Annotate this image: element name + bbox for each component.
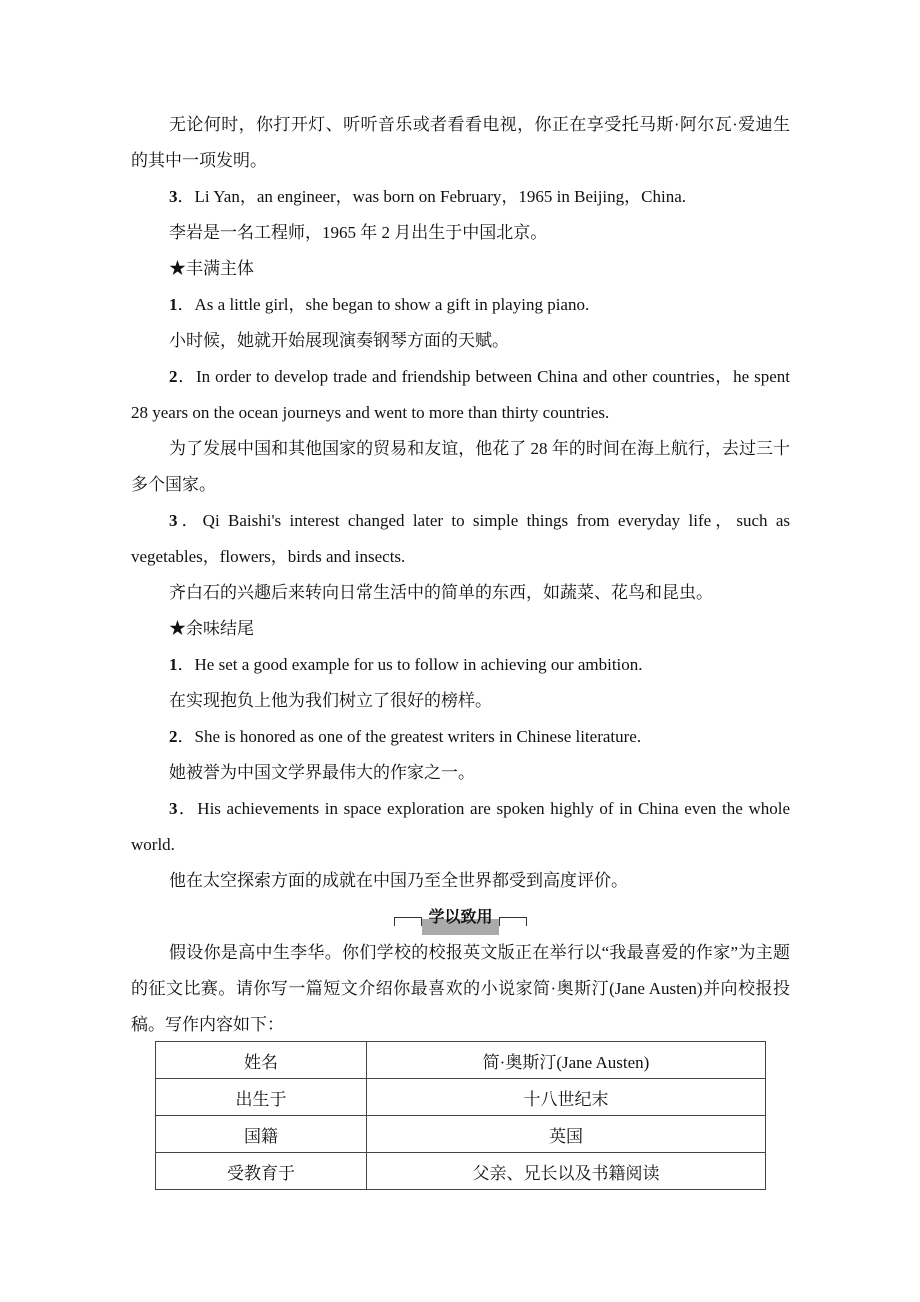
paragraph-text: 齐白石的兴趣后来转向日常生活中的简单的东西，如蔬菜、花鸟和昆虫。: [169, 583, 713, 602]
item-number: 3: [169, 511, 178, 530]
paragraph: [131, 179, 790, 215]
paragraph: [131, 755, 790, 791]
paragraph-text: 李岩是一名工程师，1965 年 2 月出生于中国北京。: [169, 223, 548, 242]
paragraph: [131, 215, 790, 251]
paragraph: [131, 431, 790, 503]
paragraph-text: ．Qi Baishi's interest changed later to simple things from everyday life，such as vegetables，flowers，birds and insects.: [131, 511, 790, 566]
banner-frame: [394, 899, 526, 935]
table-row: [156, 1153, 766, 1190]
table-row: [156, 1079, 766, 1116]
table-value: 十八世纪末: [367, 1079, 766, 1116]
table-value: 简·奥斯汀(Jane Austen): [367, 1042, 766, 1079]
banner-line-left: [394, 917, 422, 926]
paragraph-text: 她被誉为中国文学界最伟大的作家之一。: [169, 763, 475, 782]
paragraph-text: 在实现抱负上他为我们树立了很好的榜样。: [169, 691, 492, 710]
paragraph: [131, 503, 790, 575]
table-key: 出生于: [156, 1079, 367, 1116]
info-table: [155, 1041, 766, 1190]
paragraph-text: ．He set a good example for us to follow in achieving our ambition.: [177, 655, 643, 674]
paragraph-text: 他在太空探索方面的成就在中国乃至全世界都受到高度评价。: [169, 871, 628, 890]
item-number: 2: [169, 727, 178, 746]
paragraph-text: ．In order to develop trade and friendship between China and other countries，he spent 28 years on the ocean journeys and went to more than thirty countries.: [131, 367, 790, 422]
paragraph: [131, 863, 790, 899]
item-number: 3: [169, 187, 178, 206]
item-number: 1: [169, 295, 178, 314]
task-prompt: 假设你是高中生李华。你们学校的校报英文版正在举行以“我最喜爱的作家”为主题的征文比赛。请你写一篇短文介绍你最喜欢的小说家简·奥斯汀(Jane Austen)并向校报投稿。写作内容如下：: [131, 943, 790, 1034]
paragraph-text: 小时候，她就开始展现演奏钢琴方面的天赋。: [169, 331, 509, 350]
paragraph: [131, 791, 790, 863]
banner-line-right: [499, 917, 527, 926]
paragraph: [131, 359, 790, 431]
paragraph: [131, 107, 790, 179]
table-key: 受教育于: [156, 1153, 367, 1190]
paragraph-text: ．Li Yan，an engineer，was born on February，1965 in Beijing，China.: [177, 187, 687, 206]
paragraph-text: 为了发展中国和其他国家的贸易和友谊，他花了 28 年的时间在海上航行，去过三十多个国家。: [131, 439, 790, 494]
paragraph-text: ★丰满主体: [169, 259, 254, 278]
paragraph: [131, 251, 790, 287]
paragraph-text: ．As a little girl，she began to show a gift in playing piano.: [177, 295, 590, 314]
item-number: 2: [169, 367, 178, 386]
item-number: 1: [169, 655, 178, 674]
paragraph-text: ★余味结尾: [169, 619, 254, 638]
paragraph-text: ．His achievements in space exploration are spoken highly of in China even the whole world.: [131, 799, 790, 854]
table-value: 父亲、兄长以及书籍阅读: [367, 1153, 766, 1190]
section-banner: [131, 899, 790, 935]
table-key: 姓名: [156, 1042, 367, 1079]
table-key: 国籍: [156, 1116, 367, 1153]
item-number: 3: [169, 799, 178, 818]
paragraph: [131, 719, 790, 755]
paragraph: [131, 575, 790, 611]
table-row: [156, 1042, 766, 1079]
paragraph-text: ．She is honored as one of the greatest writers in Chinese literature.: [177, 727, 642, 746]
paragraph-text: 无论何时，你打开灯、听听音乐或者看看电视，你正在享受托马斯·阿尔瓦·爱迪生的其中一项发明。: [131, 115, 790, 170]
document-body: [131, 107, 790, 1043]
paragraph: [131, 611, 790, 647]
paragraph: [131, 323, 790, 359]
paragraph: [131, 287, 790, 323]
paragraph: [131, 683, 790, 719]
table-row: [156, 1116, 766, 1153]
table-value: 英国: [367, 1116, 766, 1153]
paragraph: [131, 647, 790, 683]
section-banner-title: 学以致用: [422, 899, 498, 935]
